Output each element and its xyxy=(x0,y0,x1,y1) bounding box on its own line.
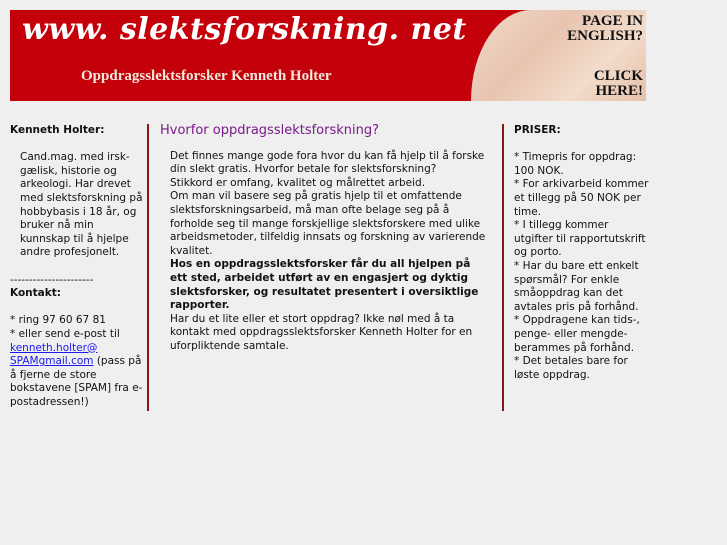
english-link-line1: PAGE IN xyxy=(582,13,643,29)
main-column xyxy=(160,124,490,354)
english-page-link[interactable] xyxy=(567,14,643,44)
price-item: * Har du bare ett enkelt spørsmål? For enkle småoppdrag kan det avtales pris på forhånd. xyxy=(514,259,639,313)
price-item: * Det betales bare for løste oppdrag. xyxy=(514,355,628,381)
name-heading: Kenneth Holter: xyxy=(10,124,105,136)
email-line xyxy=(10,328,146,410)
price-item: * For arkivarbeid kommer et tillegg på 50 NOK per time. xyxy=(514,178,649,218)
price-item: * Oppdragene kan tids-, penge- eller mengde-berammes på forhånd. xyxy=(514,314,640,354)
main-paragraph-3: Om man vil basere seg på gratis hjelp til et omfattende slektsforskningsarbeid, må man ofte belage seg på å forholde seg til mange forskjellige slektsforskere med ulike arbeidsmetoder, tilfeldig innsats og forskning av varierende kvalitet. xyxy=(170,190,486,257)
column-divider-right xyxy=(502,124,504,411)
site-url-title: www. slektsforskning. net xyxy=(22,12,467,47)
click-here-link[interactable] xyxy=(594,69,643,99)
contact-heading: Kontakt: xyxy=(10,287,61,300)
email-prefix: * eller send e-post til xyxy=(10,327,120,340)
divider-text: ---------------------- xyxy=(10,273,94,286)
price-item: * Timepris for oppdrag: 100 NOK. xyxy=(514,151,637,177)
english-link-line2: ENGLISH? xyxy=(567,28,643,44)
main-paragraph-1: Det finnes mange gode fora hvor du kan få hjelp til å forske din slekt gratis. Hvorfor betale for slektsforskning? xyxy=(170,149,485,176)
left-column xyxy=(10,124,146,409)
prices-heading: PRISER: xyxy=(514,124,561,136)
phone-text: * ring 97 60 67 81 xyxy=(10,314,106,327)
main-title: Hvorfor oppdragsslektsforskning? xyxy=(160,123,380,138)
main-paragraph-2: Stikkord er omfang, kvalitet og målrettet arbeid. xyxy=(170,176,426,189)
click-link-line1: CLICK xyxy=(593,68,643,84)
email-note: (pass på å fjerne de store bokstavene [SPAM] fra e-postadressen!) xyxy=(10,355,143,408)
main-paragraph-4: Hos en oppdragsslektsforsker får du all hjelpen på ett sted, arbeidet utført av en engasjert og dyktig slektsforsker, og resultatet presentert i oversiktlige rapporter. xyxy=(170,258,479,312)
email-link[interactable]: kenneth.holter@ SPAMgmail.com xyxy=(10,341,98,368)
click-link-line2: HERE! xyxy=(595,83,643,99)
prices-column xyxy=(514,124,650,382)
site-subtitle: Oppdragsslektsforsker Kenneth Holter xyxy=(81,68,332,84)
column-divider-left xyxy=(147,124,149,411)
price-item: * I tillegg kommer utgifter til rapportutskrift og porto. xyxy=(514,219,646,259)
site-banner xyxy=(10,10,646,101)
main-paragraph-5: Har du et lite eller et stort oppdrag? Ikke nøl med å ta kontakt med oppdragsslektsforsker Kenneth Holter for en uforpliktende samtale. xyxy=(170,312,473,352)
bio-text: Cand.mag. med irsk-gælisk, historie og arkeologi. Har drevet med slektsforskning på hobbybasis i 18 år, og bruker nå min kunnskap til å hjelpe andre profesjonelt. xyxy=(20,151,143,259)
